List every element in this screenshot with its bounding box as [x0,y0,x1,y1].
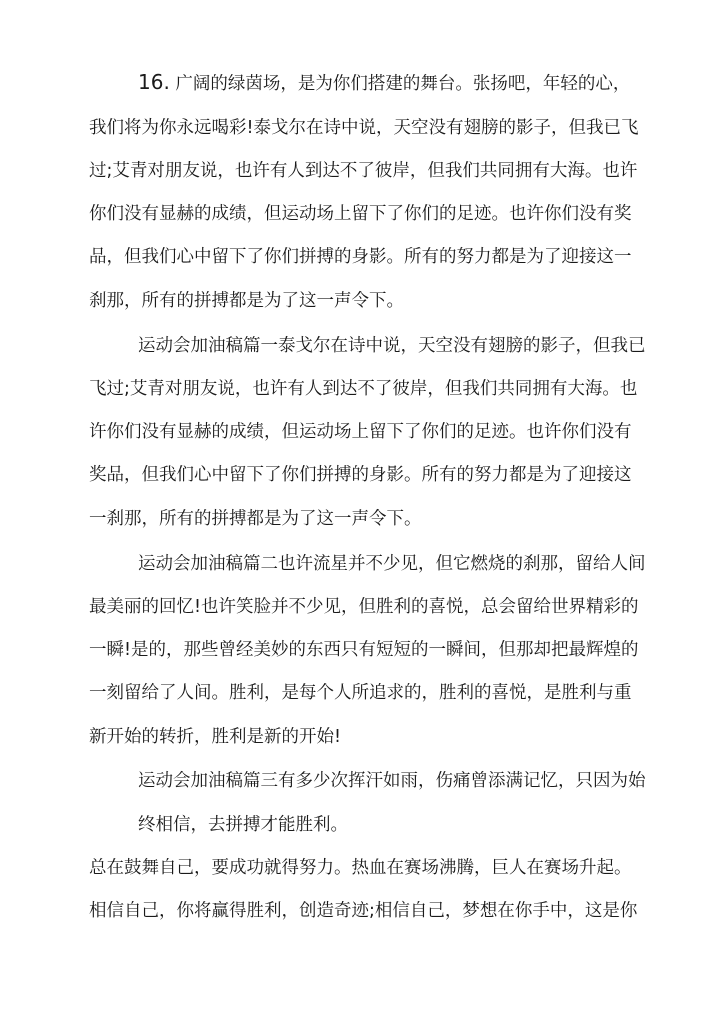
line-text: 广阔的绿茵场，是为你们搭建的舞台。张扬吧，年轻的心， [169,74,631,94]
text-line: 运动会加油稿篇一泰戈尔在诗中说，天空没有翅膀的影子，但我已 [138,336,646,356]
text-line: 一瞬!是的，那些曾经美妙的东西只有短短的一瞬间，但那却把最辉煌的 [89,640,639,660]
text-line: 新开始的转折，胜利是新的开始! [89,727,342,747]
text-line: 我们将为你永远喝彩!泰戈尔在诗中说，天空没有翅膀的影子，但我已飞 [89,118,639,138]
text-line: 运动会加油稿篇二也许流星并不少见，但它燃烧的刹那，留给人间 [138,554,646,574]
text-line: 运动会加油稿篇三有多少次挥汗如雨，伤痛曾添满记忆，只因为始 [138,771,646,791]
item-number: 16. [138,70,170,94]
text-line: 总在鼓舞自己，要成功就得努力。热血在赛场沸腾，巨人在赛场升起。 [89,858,632,878]
text-line: 奖品，但我们心中留下了你们拼搏的身影。所有的努力都是为了迎接这 [89,465,632,485]
text-line: 过;艾青对朋友说，也许有人到达不了彼岸，但我们共同拥有大海。也许 [89,161,638,181]
text-line: 飞过;艾青对朋友说，也许有人到达不了彼岸，但我们共同拥有大海。也 [89,379,638,399]
text-line: 终相信，去拼搏才能胜利。 [138,815,348,835]
text-line: 品，但我们心中留下了你们拼搏的身影。所有的努力都是为了迎接这一 [89,247,632,267]
text-line: 相信自己，你将赢得胜利，创造奇迹;相信自己，梦想在你手中，这是你 [89,901,638,921]
text-line: 你们没有显赫的成绩，但运动场上留下了你们的足迹。也许你们没有奖 [89,204,632,224]
text-line: 许你们没有显赫的成绩，但运动场上留下了你们的足迹。也许你们没有 [89,422,632,442]
text-line [138,70,630,96]
text-line: 刹那，所有的拼搏都是为了这一声令下。 [89,291,404,311]
text-line: 最美丽的回忆!也许笑脸并不少见，但胜利的喜悦，总会留给世界精彩的 [89,597,639,617]
text-line: 一刹那，所有的拼搏都是为了这一声令下。 [89,509,422,529]
text-line: 一刻留给了人间。胜利，是每个人所追求的，胜利的喜悦，是胜利与重 [89,683,632,703]
